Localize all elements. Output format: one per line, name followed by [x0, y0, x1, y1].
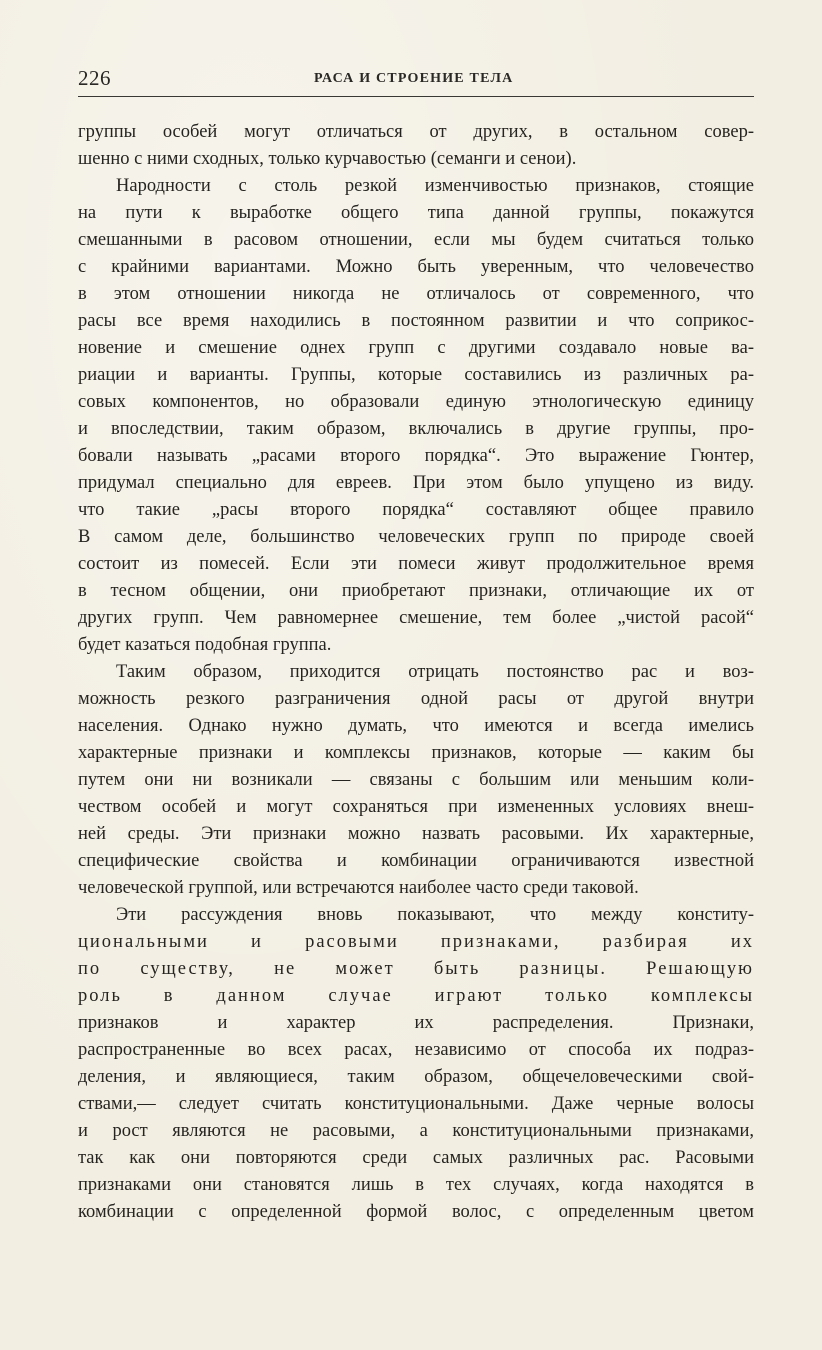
text-line: распространенные во всех расах, независимо от способа их подраз- — [78, 1040, 754, 1060]
page-number: 226 — [78, 66, 111, 90]
text-line: на пути к выработке общего типа данной группы, покажутся — [78, 203, 754, 223]
text-line: по существу, не может быть разницы. Решающую — [78, 959, 754, 979]
text-line: путем они ни возникали — связаны с большим или меньшим коли- — [78, 770, 754, 790]
text-line: ствами,— следует считать конституциональными. Даже черные волосы — [78, 1094, 754, 1114]
text-line: шенно с ними сходных, только курчавостью (семанги и сенои). — [78, 149, 577, 169]
text-line: и рост являются не расовыми, а конституциональными признаками, — [78, 1121, 754, 1141]
text-line: придумал специально для евреев. При этом было упущено из виду. — [78, 473, 754, 493]
text-line: расы все время находились в постоянном развитии и что соприкос- — [78, 311, 754, 331]
text-line: ней среды. Эти признаки можно назвать расовыми. Их характерные, — [78, 824, 754, 844]
text-line: что такие „расы второго порядка“ составляют общее правило — [78, 500, 754, 520]
text-line: населения. Однако нужно думать, что имеются и всегда имелись — [78, 716, 754, 736]
text-line: риации и варианты. Группы, которые составились из различных ра- — [78, 365, 754, 385]
text-line: совых компонентов, но образовали единую этнологическую единицу — [78, 392, 754, 412]
text-line: признаками они становятся лишь в тех случаях, когда находятся в — [78, 1175, 754, 1195]
text-line: деления, и являющиеся, таким образом, общечеловеческими свой- — [78, 1067, 754, 1087]
text-line: с крайними вариантами. Можно быть уверенным, что человечество — [78, 257, 754, 277]
text-line: новение и смешение однех групп с другими создавало новые ва- — [78, 338, 754, 358]
text-line: смешанными в расовом отношении, если мы будем считаться только — [78, 230, 754, 250]
page-header — [78, 66, 754, 94]
text-line: группы особей могут отличаться от других, в остальном совер- — [78, 122, 754, 142]
text-line: специфические свойства и комбинации ограничиваются известной — [78, 851, 754, 871]
text-line: В самом деле, большинство человеческих групп по природе своей — [78, 527, 754, 547]
text-line: состоит из помесей. Если эти помеси живут продолжительное время — [78, 554, 754, 574]
text-line: роль в данном случае играют только комплексы — [78, 986, 754, 1006]
text-line: Эти рассуждения вновь показывают, что между конститу- — [116, 905, 754, 925]
text-line: характерные признаки и комплексы признаков, которые — каким бы — [78, 743, 754, 763]
paragraph — [78, 119, 754, 173]
paragraph — [78, 659, 754, 902]
text-line: признаков и характер их распределения. Признаки, — [78, 1013, 754, 1033]
text-line: других групп. Чем равномернее смешение, тем более „чистой расой“ — [78, 608, 754, 628]
text-line: комбинации с определенной формой волос, с определенным цветом — [78, 1202, 754, 1222]
text-line: будет казаться подобная группа. — [78, 635, 332, 655]
text-line: бовали называть „расами второго порядка“. Это выражение Гюнтер, — [78, 446, 754, 466]
text-line: Народности с столь резкой изменчивостью признаков, стоящие — [116, 176, 754, 196]
text-line: чеством особей и могут сохраняться при измененных условиях внеш- — [78, 797, 754, 817]
paragraph — [78, 173, 754, 659]
header-rule — [78, 96, 754, 97]
text-line: так как они повторяются среди самых различных рас. Расовыми — [78, 1148, 754, 1168]
running-head: РАСА И СТРОЕНИЕ ТЕЛА — [314, 71, 514, 86]
text-line: циональными и расовыми признаками, разбирая их — [78, 932, 754, 952]
paragraph — [78, 902, 754, 1226]
text-line: в тесном общении, они приобретают признаки, отличающие их от — [78, 581, 754, 601]
text-line: можность резкого разграничения одной расы от другой внутри — [78, 689, 754, 709]
text-line: и впоследствии, таким образом, включались в другие группы, про- — [78, 419, 754, 439]
text-line: в этом отношении никогда не отличалось от современного, что — [78, 284, 754, 304]
text-line: человеческой группой, или встречаются наиболее часто среди таковой. — [78, 878, 639, 898]
text-line: Таким образом, приходится отрицать постоянство рас и воз- — [116, 662, 754, 682]
body-text — [78, 119, 754, 1226]
